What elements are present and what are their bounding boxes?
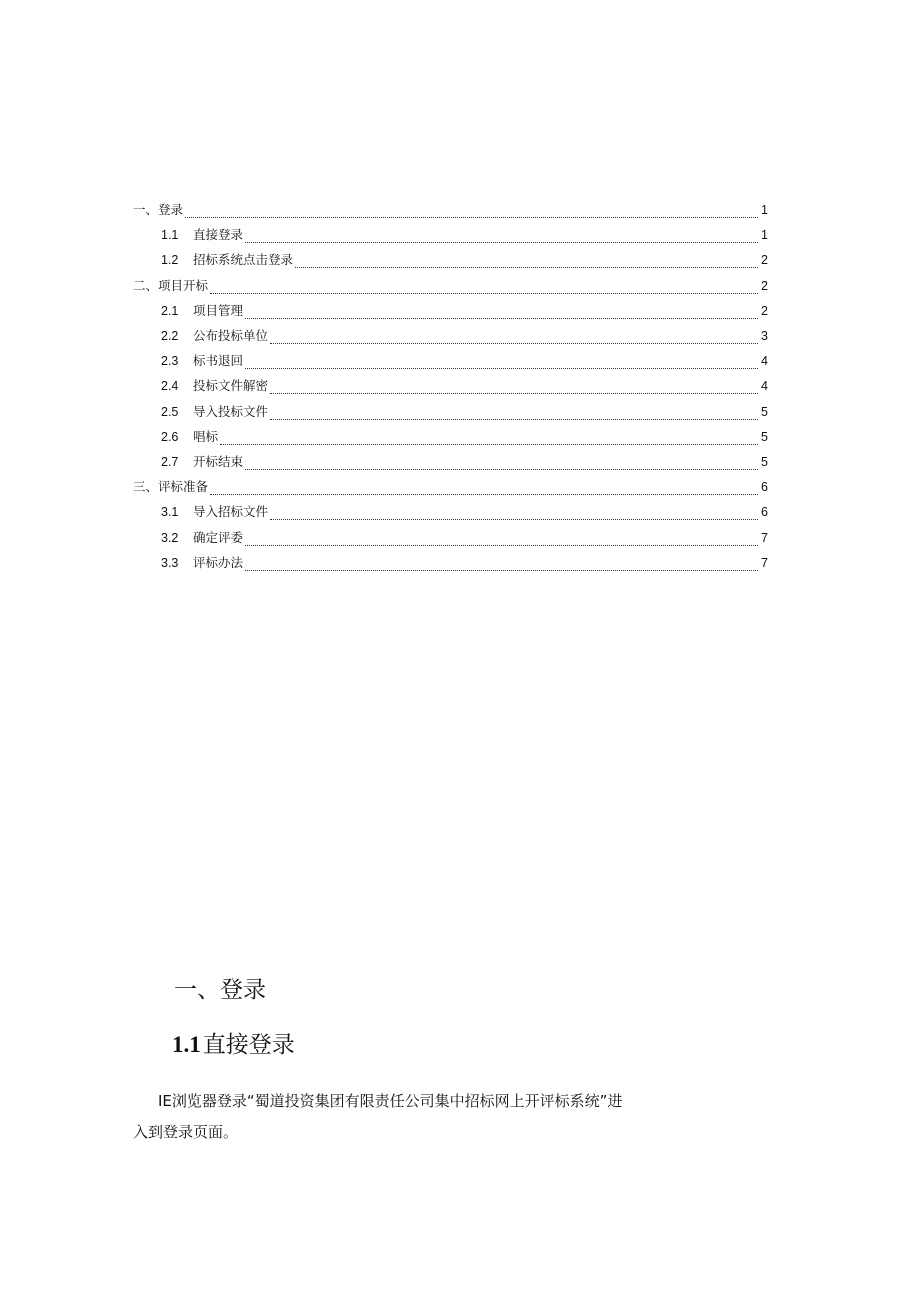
toc-leader-dots: [220, 434, 758, 445]
toc-entry-number: 2.3: [161, 354, 179, 369]
toc-leader-dots: [295, 257, 758, 268]
toc-entry-title: 公布投标单位: [193, 328, 269, 343]
toc-entry[interactable]: [0, 276, 920, 296]
toc-leader-dots: [210, 484, 758, 495]
toc-entry-title: 评标办法: [193, 554, 244, 570]
toc-leader-dots: [245, 560, 758, 571]
toc-entry-number: 3.3: [161, 555, 179, 570]
toc-entry[interactable]: [0, 250, 920, 270]
toc-entry[interactable]: [0, 200, 920, 220]
toc-leader-dots: [245, 232, 758, 243]
toc-entry-number: 2.2: [161, 329, 179, 343]
toc-entry-title: 直接登录: [193, 227, 244, 243]
paragraph-line: 入到登录页面。: [133, 1123, 239, 1141]
toc-entry[interactable]: [0, 402, 920, 422]
toc-entry[interactable]: [0, 477, 920, 497]
toc-entry[interactable]: [0, 301, 920, 321]
toc-entry-number: 2.1: [161, 303, 179, 318]
toc-entry[interactable]: [0, 452, 920, 472]
subsection-number: 1.1: [172, 1032, 201, 1057]
toc-leader-dots: [270, 509, 758, 520]
toc-entry-title: 导入投标文件: [193, 403, 269, 419]
toc-leader-dots: [245, 459, 758, 470]
toc-entry[interactable]: [0, 528, 920, 548]
toc-entry[interactable]: [0, 225, 920, 245]
toc-entry-title: 开标结束: [193, 454, 244, 469]
toc-page-number: 5: [761, 404, 768, 419]
toc-leader-dots: [270, 409, 758, 420]
toc-page-number: 5: [761, 455, 768, 469]
toc-page-number: 5: [761, 429, 768, 444]
toc-leader-dots: [185, 207, 758, 218]
toc-page-number: 2: [761, 253, 768, 268]
toc-page-number: 7: [761, 530, 768, 545]
toc-page-number: 6: [761, 505, 768, 520]
toc-leader-dots: [245, 535, 758, 546]
toc-entry-title: 项目管理: [193, 302, 244, 318]
toc-page-number: 6: [761, 480, 768, 495]
toc-entry-number: 2.6: [161, 429, 179, 444]
toc-page-number: 7: [761, 555, 768, 570]
toc-entry[interactable]: [0, 376, 920, 396]
toc-page-number: 4: [761, 354, 768, 369]
toc-entry-title: 唱标: [193, 428, 219, 444]
toc-leader-dots: [245, 358, 758, 369]
toc-entry[interactable]: [0, 326, 920, 346]
toc-entry-number: 1.2: [161, 253, 179, 268]
toc-entry[interactable]: [0, 502, 920, 522]
toc-entry-title: 三、评标准备: [133, 479, 209, 495]
toc-entry-title: 确定评委: [193, 529, 244, 545]
toc-entry-title: 标书退回: [193, 353, 244, 369]
toc-entry-number: 3.1: [161, 505, 179, 520]
toc-entry-number: 2.7: [161, 455, 179, 469]
toc-entry-number: 3.2: [161, 530, 179, 545]
toc-entry[interactable]: [0, 427, 920, 447]
toc-page-number: 2: [761, 303, 768, 318]
paragraph-line: IE浏览器登录“蜀道投资集团有限责任公司集中招标网上开评标系统”进: [158, 1092, 623, 1110]
toc-entry[interactable]: [0, 351, 920, 371]
toc-entry-title: 导入招标文件: [193, 504, 269, 520]
toc-page-number: 1: [761, 203, 768, 217]
toc-entry-title: 招标系统点击登录: [193, 252, 294, 268]
toc-entry-number: 1.1: [161, 228, 179, 243]
subsection-title: 直接登录: [202, 1032, 295, 1058]
toc-entry-title: 一、登录: [133, 202, 184, 217]
toc-leader-dots: [210, 283, 758, 294]
toc-entry-number: 2.5: [161, 404, 179, 419]
subsection-heading: [172, 1029, 295, 1061]
toc-leader-dots: [245, 308, 758, 319]
toc-entry-title: 投标文件解密: [193, 378, 269, 394]
toc-page-number: 3: [761, 329, 768, 343]
toc-entry-title: 二、项目开标: [133, 277, 209, 293]
toc-page-number: 2: [761, 278, 768, 293]
section-heading: 一、登录: [174, 977, 266, 1003]
toc-leader-dots: [270, 333, 758, 344]
toc-page-number: 1: [761, 228, 768, 243]
toc-leader-dots: [270, 383, 758, 394]
toc-page-number: 4: [761, 379, 768, 394]
toc-entry[interactable]: [0, 553, 920, 573]
toc-entry-number: 2.4: [161, 379, 179, 394]
body-paragraph: [133, 1086, 733, 1148]
